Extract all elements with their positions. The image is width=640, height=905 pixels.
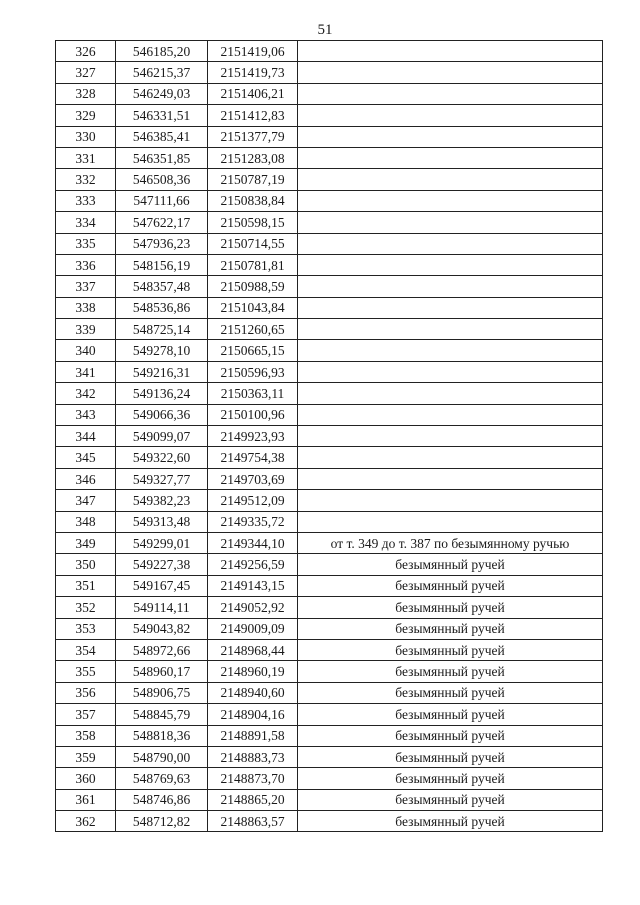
description-cell: безымянный ручей <box>298 704 603 725</box>
x-coordinate-cell: 548769,63 <box>116 768 208 789</box>
description-cell: безымянный ручей <box>298 789 603 810</box>
table-row <box>56 682 603 703</box>
table-row <box>56 746 603 767</box>
description-cell <box>298 490 603 511</box>
table-row <box>56 704 603 725</box>
table-row <box>56 789 603 810</box>
coordinates-table-body <box>56 41 603 832</box>
y-coordinate-cell: 2151043,84 <box>208 297 298 318</box>
y-coordinate-cell: 2148940,60 <box>208 682 298 703</box>
table-row <box>56 639 603 660</box>
description-cell <box>298 105 603 126</box>
x-coordinate-cell: 548960,17 <box>116 661 208 682</box>
description-cell <box>298 41 603 62</box>
x-coordinate-cell: 547936,23 <box>116 233 208 254</box>
y-coordinate-cell: 2151283,08 <box>208 147 298 168</box>
table-row <box>56 126 603 147</box>
table-row <box>56 618 603 639</box>
point-number-cell: 345 <box>56 447 116 468</box>
y-coordinate-cell: 2150787,19 <box>208 169 298 190</box>
table-row <box>56 361 603 382</box>
table-row <box>56 447 603 468</box>
point-number-cell: 356 <box>56 682 116 703</box>
description-cell <box>298 212 603 233</box>
description-cell: безымянный ручей <box>298 554 603 575</box>
table-row <box>56 212 603 233</box>
x-coordinate-cell: 547622,17 <box>116 212 208 233</box>
description-cell <box>298 190 603 211</box>
table-row <box>56 554 603 575</box>
table-row <box>56 661 603 682</box>
point-number-cell: 358 <box>56 725 116 746</box>
point-number-cell: 362 <box>56 811 116 832</box>
y-coordinate-cell: 2150988,59 <box>208 276 298 297</box>
table-row <box>56 233 603 254</box>
x-coordinate-cell: 548536,86 <box>116 297 208 318</box>
point-number-cell: 348 <box>56 511 116 532</box>
point-number-cell: 347 <box>56 490 116 511</box>
y-coordinate-cell: 2149143,15 <box>208 575 298 596</box>
x-coordinate-cell: 548725,14 <box>116 319 208 340</box>
x-coordinate-cell: 546331,51 <box>116 105 208 126</box>
description-cell: безымянный ручей <box>298 768 603 789</box>
y-coordinate-cell: 2150100,96 <box>208 404 298 425</box>
y-coordinate-cell: 2150838,84 <box>208 190 298 211</box>
x-coordinate-cell: 548972,66 <box>116 639 208 660</box>
point-number-cell: 340 <box>56 340 116 361</box>
x-coordinate-cell: 547111,66 <box>116 190 208 211</box>
y-coordinate-cell: 2151419,73 <box>208 62 298 83</box>
point-number-cell: 341 <box>56 361 116 382</box>
point-number-cell: 331 <box>56 147 116 168</box>
table-row <box>56 190 603 211</box>
description-cell <box>298 511 603 532</box>
description-cell: безымянный ручей <box>298 725 603 746</box>
y-coordinate-cell: 2149703,69 <box>208 468 298 489</box>
y-coordinate-cell: 2151406,21 <box>208 83 298 104</box>
x-coordinate-cell: 549216,31 <box>116 361 208 382</box>
description-cell <box>298 83 603 104</box>
description-cell <box>298 447 603 468</box>
table-row <box>56 383 603 404</box>
description-cell <box>298 276 603 297</box>
y-coordinate-cell: 2148865,20 <box>208 789 298 810</box>
description-cell: безымянный ручей <box>298 575 603 596</box>
point-number-cell: 327 <box>56 62 116 83</box>
point-number-cell: 360 <box>56 768 116 789</box>
x-coordinate-cell: 546185,20 <box>116 41 208 62</box>
y-coordinate-cell: 2149344,10 <box>208 532 298 553</box>
y-coordinate-cell: 2149335,72 <box>208 511 298 532</box>
point-number-cell: 337 <box>56 276 116 297</box>
description-cell: безымянный ручей <box>298 746 603 767</box>
x-coordinate-cell: 549322,60 <box>116 447 208 468</box>
y-coordinate-cell: 2149923,93 <box>208 426 298 447</box>
x-coordinate-cell: 548906,75 <box>116 682 208 703</box>
y-coordinate-cell: 2149009,09 <box>208 618 298 639</box>
x-coordinate-cell: 548712,82 <box>116 811 208 832</box>
description-cell: безымянный ручей <box>298 682 603 703</box>
description-cell <box>298 340 603 361</box>
table-row <box>56 147 603 168</box>
y-coordinate-cell: 2150598,15 <box>208 212 298 233</box>
point-number-cell: 343 <box>56 404 116 425</box>
x-coordinate-cell: 549313,48 <box>116 511 208 532</box>
description-cell <box>298 126 603 147</box>
x-coordinate-cell: 549382,23 <box>116 490 208 511</box>
x-coordinate-cell: 549167,45 <box>116 575 208 596</box>
y-coordinate-cell: 2151377,79 <box>208 126 298 147</box>
description-cell: безымянный ручей <box>298 811 603 832</box>
y-coordinate-cell: 2150665,15 <box>208 340 298 361</box>
x-coordinate-cell: 549043,82 <box>116 618 208 639</box>
point-number-cell: 350 <box>56 554 116 575</box>
point-number-cell: 330 <box>56 126 116 147</box>
x-coordinate-cell: 548845,79 <box>116 704 208 725</box>
table-row <box>56 597 603 618</box>
description-cell <box>298 468 603 489</box>
x-coordinate-cell: 549114,11 <box>116 597 208 618</box>
point-number-cell: 329 <box>56 105 116 126</box>
description-cell <box>298 169 603 190</box>
point-number-cell: 334 <box>56 212 116 233</box>
y-coordinate-cell: 2149256,59 <box>208 554 298 575</box>
table-row <box>56 490 603 511</box>
y-coordinate-cell: 2151419,06 <box>208 41 298 62</box>
table-row <box>56 725 603 746</box>
x-coordinate-cell: 546385,41 <box>116 126 208 147</box>
y-coordinate-cell: 2148968,44 <box>208 639 298 660</box>
x-coordinate-cell: 548818,36 <box>116 725 208 746</box>
x-coordinate-cell: 549066,36 <box>116 404 208 425</box>
point-number-cell: 335 <box>56 233 116 254</box>
point-number-cell: 332 <box>56 169 116 190</box>
point-number-cell: 349 <box>56 532 116 553</box>
point-number-cell: 353 <box>56 618 116 639</box>
table-row <box>56 811 603 832</box>
point-number-cell: 355 <box>56 661 116 682</box>
point-number-cell: 328 <box>56 83 116 104</box>
table-row <box>56 297 603 318</box>
point-number-cell: 326 <box>56 41 116 62</box>
table-row <box>56 62 603 83</box>
point-number-cell: 359 <box>56 746 116 767</box>
description-cell <box>298 319 603 340</box>
y-coordinate-cell: 2148904,16 <box>208 704 298 725</box>
table-row <box>56 468 603 489</box>
point-number-cell: 339 <box>56 319 116 340</box>
x-coordinate-cell: 546351,85 <box>116 147 208 168</box>
table-row <box>56 426 603 447</box>
y-coordinate-cell: 2151260,65 <box>208 319 298 340</box>
x-coordinate-cell: 546249,03 <box>116 83 208 104</box>
description-cell <box>298 62 603 83</box>
x-coordinate-cell: 549278,10 <box>116 340 208 361</box>
x-coordinate-cell: 549099,07 <box>116 426 208 447</box>
table-row <box>56 575 603 596</box>
y-coordinate-cell: 2148891,58 <box>208 725 298 746</box>
x-coordinate-cell: 548746,86 <box>116 789 208 810</box>
description-cell <box>298 361 603 382</box>
y-coordinate-cell: 2149512,09 <box>208 490 298 511</box>
x-coordinate-cell: 548357,48 <box>116 276 208 297</box>
table-row <box>56 404 603 425</box>
coordinates-table <box>55 40 603 832</box>
point-number-cell: 357 <box>56 704 116 725</box>
description-cell: безымянный ручей <box>298 661 603 682</box>
table-row <box>56 511 603 532</box>
x-coordinate-cell: 546508,36 <box>116 169 208 190</box>
y-coordinate-cell: 2148863,57 <box>208 811 298 832</box>
point-number-cell: 361 <box>56 789 116 810</box>
page-number: 51 <box>317 22 333 38</box>
point-number-cell: 351 <box>56 575 116 596</box>
description-cell <box>298 383 603 404</box>
point-number-cell: 346 <box>56 468 116 489</box>
y-coordinate-cell: 2148883,73 <box>208 746 298 767</box>
table-row <box>56 319 603 340</box>
table-row <box>56 532 603 553</box>
y-coordinate-cell: 2149052,92 <box>208 597 298 618</box>
x-coordinate-cell: 549227,38 <box>116 554 208 575</box>
description-cell: безымянный ручей <box>298 639 603 660</box>
y-coordinate-cell: 2149754,38 <box>208 447 298 468</box>
table-row <box>56 105 603 126</box>
table-row <box>56 768 603 789</box>
table-row <box>56 41 603 62</box>
point-number-cell: 354 <box>56 639 116 660</box>
point-number-cell: 344 <box>56 426 116 447</box>
y-coordinate-cell: 2150363,11 <box>208 383 298 404</box>
x-coordinate-cell: 548790,00 <box>116 746 208 767</box>
description-cell <box>298 254 603 275</box>
description-cell <box>298 147 603 168</box>
x-coordinate-cell: 549136,24 <box>116 383 208 404</box>
description-cell: от т. 349 до т. 387 по безымянному ручью <box>298 532 603 553</box>
x-coordinate-cell: 546215,37 <box>116 62 208 83</box>
point-number-cell: 342 <box>56 383 116 404</box>
y-coordinate-cell: 2150781,81 <box>208 254 298 275</box>
table-row <box>56 254 603 275</box>
y-coordinate-cell: 2150596,93 <box>208 361 298 382</box>
description-cell <box>298 426 603 447</box>
table-row <box>56 169 603 190</box>
description-cell <box>298 297 603 318</box>
description-cell: безымянный ручей <box>298 618 603 639</box>
point-number-cell: 352 <box>56 597 116 618</box>
y-coordinate-cell: 2150714,55 <box>208 233 298 254</box>
x-coordinate-cell: 548156,19 <box>116 254 208 275</box>
table-row <box>56 340 603 361</box>
point-number-cell: 338 <box>56 297 116 318</box>
y-coordinate-cell: 2151412,83 <box>208 105 298 126</box>
table-row <box>56 83 603 104</box>
description-cell: безымянный ручей <box>298 597 603 618</box>
point-number-cell: 336 <box>56 254 116 275</box>
x-coordinate-cell: 549299,01 <box>116 532 208 553</box>
description-cell <box>298 233 603 254</box>
y-coordinate-cell: 2148960,19 <box>208 661 298 682</box>
y-coordinate-cell: 2148873,70 <box>208 768 298 789</box>
point-number-cell: 333 <box>56 190 116 211</box>
description-cell <box>298 404 603 425</box>
x-coordinate-cell: 549327,77 <box>116 468 208 489</box>
table-row <box>56 276 603 297</box>
